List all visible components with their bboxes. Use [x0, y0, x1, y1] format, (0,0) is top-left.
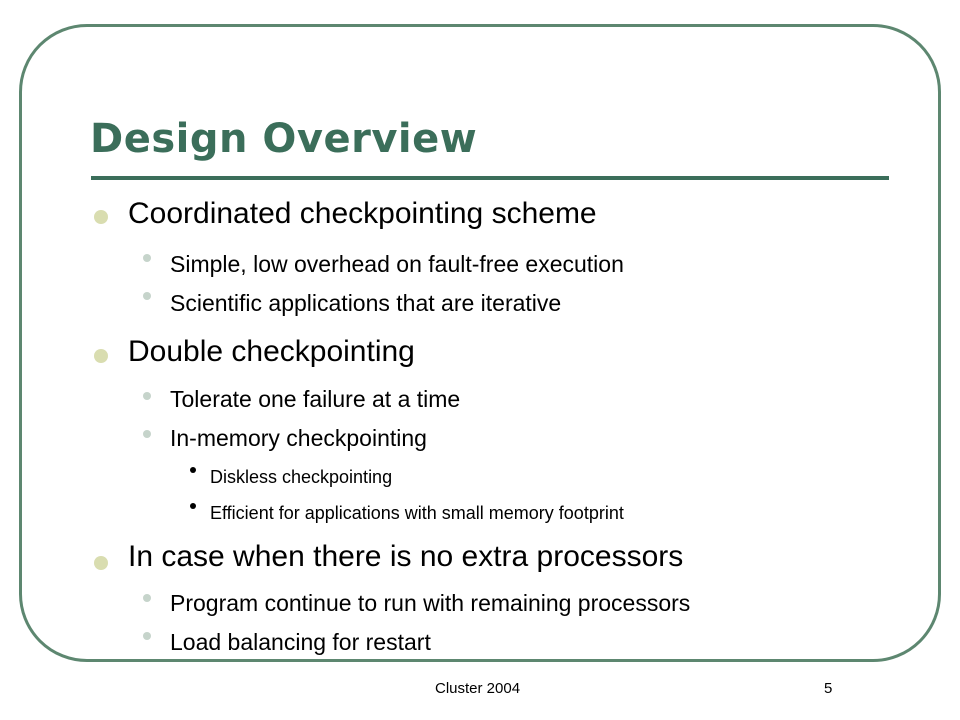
bullet-coordinated-checkpointing: Coordinated checkpointing scheme: [128, 197, 597, 230]
bullet-dot-icon: [143, 392, 151, 400]
title-underline: [91, 176, 889, 180]
sub-bullet-tolerate-one-failure: Tolerate one failure at a time: [170, 386, 461, 412]
sub-sub-bullet-diskless: Diskless checkpointing: [210, 467, 393, 487]
bullet-dot-icon: [143, 292, 151, 300]
bullet-dot-icon: [190, 467, 196, 473]
bullet-dot-icon: [143, 594, 151, 602]
sub-bullet-program-continue: Program continue to run with remaining processors: [170, 590, 691, 616]
sub-bullet-scientific-applications: Scientific applications that are iterative: [170, 290, 562, 316]
bullet-dot-icon: [143, 430, 151, 438]
sub-sub-bullet-efficient: Efficient for applications with small memory footprint: [210, 503, 624, 523]
sub-bullet-simple-low-overhead: Simple, low overhead on fault-free execution: [170, 251, 624, 277]
bullet-double-checkpointing: Double checkpointing: [128, 335, 415, 368]
footer-conference-label: Cluster 2004: [435, 680, 521, 697]
slide-number: 5: [824, 680, 833, 697]
bullet-dot-icon: [94, 210, 108, 224]
bullet-dot-icon: [143, 254, 151, 262]
sub-bullet-in-memory-checkpointing: In-memory checkpointing: [170, 425, 427, 451]
bullet-dot-icon: [143, 632, 151, 640]
bullet-dot-icon: [94, 556, 108, 570]
sub-bullet-load-balancing: Load balancing for restart: [170, 629, 431, 655]
bullet-dot-icon: [190, 503, 196, 509]
slide-title: Design Overview: [90, 116, 478, 162]
bullet-no-extra-processors: In case when there is no extra processors: [128, 540, 684, 573]
bullet-dot-icon: [94, 349, 108, 363]
